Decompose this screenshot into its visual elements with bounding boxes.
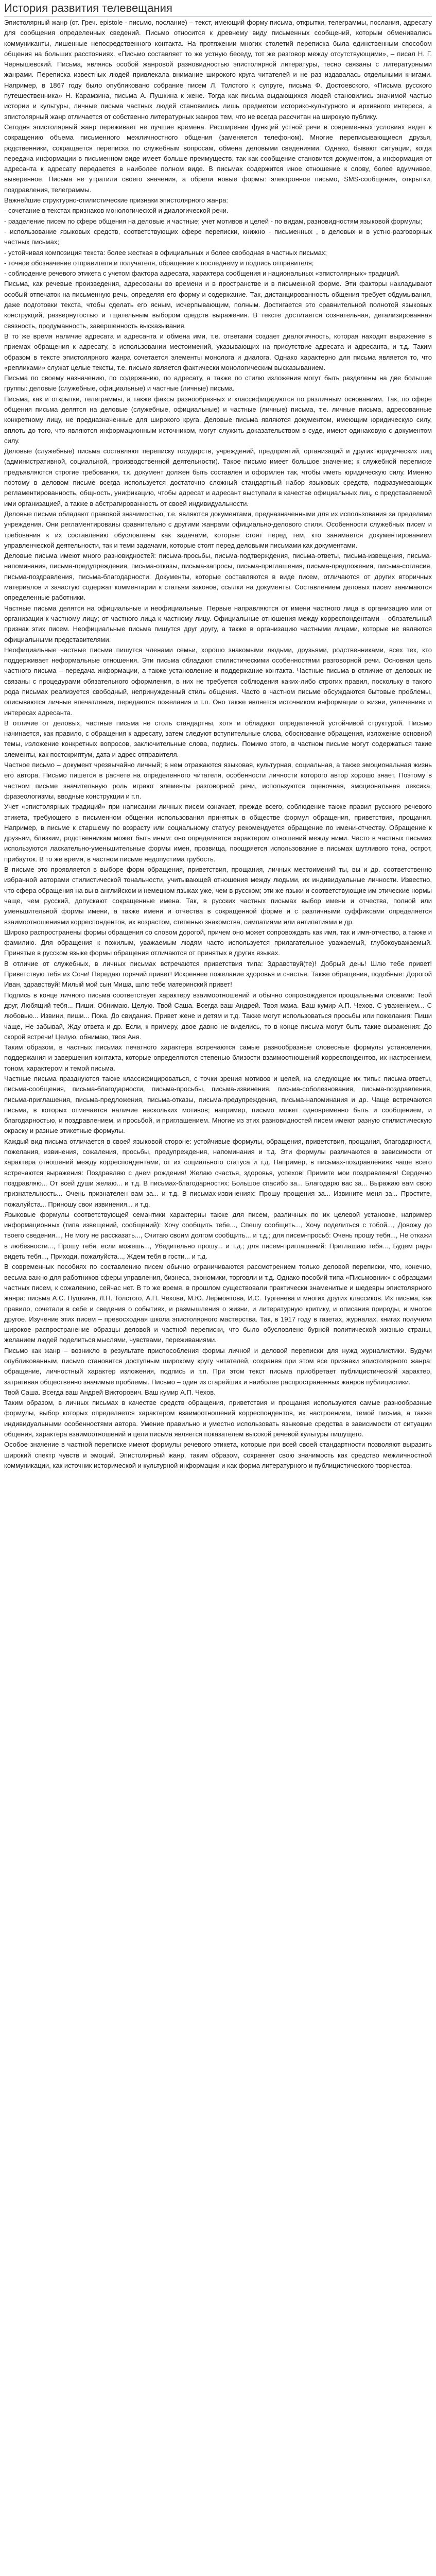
paragraph: Широко распространены формы обращения со словом дорогой, причем оно может сопровождать как имя, так и имя-отчество, а также и фамилию. Для обращения к пожилым, уважаемым людям часто используется прилагательное уважаемый, глубокоуважаемый. Принятые в русском языке формы обращения отличаются от принятых в других языках. [4,928,432,957]
paragraph: Языковые формулы соответствующей семантики характерны также для писем, различных по их целевой установке, например информационных (типа извещений, сообщений): Хочу сообщить тебе..., Спешу сообщить..., Хочу поделиться с тобой..., Довожу до твоего сведения..., Не могу не рассказать..., Считаю своим долгом сообщить... и т.д.; для писем-просьб: Очень прошу тебя..., Не откажи в любезности..., Прошу тебя, если можешь..., Убедительно прошу... и т.д.; для писем-приглашений: Приглашаю тебя..., Будем рады видеть тебя..., Приходи, пожалуйста..., Ждем тебя в гости... и т.д. [4,1210,432,1261]
list-item: - соблюдение речевого этикета с учетом фактора адресата, характера сообщения и национальных «эпистолярных» традиций. [4,269,400,278]
paragraph: В отличие от деловых, частные письма не столь стандартны, хотя и обладают определенной устойчивой структурой. Письмо начинается, как правило, с обращения к адресату, затем следуют вступительные слова, обоснование обращения, изложение основной темы, изложение конкретных вопросов, заключительные слова, подпись. Помимо этого, в частном письме могут содержаться такие элементы, как постскриптум, дата и адрес отправителя. [4,719,432,758]
paragraph: В письме это проявляется в выборе форм обращения, приветствия, прощания, личных местоимений ты, вы и др. соответственно избранной авторами стилистической тональности, учитывающей отношения между людьми, их индивидуальные личности. Известно, что сфера обращения на вы в английском и немецком языках уже, чем в русском; эти же языки и соответствующие им этические нормы чаще, чем русский, допускают сокращенные имена. Так, в русских частных письмах выбор имени и отчества, полной или уменьшительной формы имени, а также имени и отчества в сокращенной форме и с различными суффиксами определяется взаимоотношениями корреспондентов, их возрастом, степенью знакомства, симпатиями или антипатиями и др. [4,866,432,926]
paragraph: Деловые (служебные) письма составляют переписку государств, учреждений, предприятий, организаций и других юридических лиц (административной, социальной, производственной деятельности). Такое письмо имеет большое значение; к служебной переписке предъявляются строгие требования, т.к. документ должен быть составлен и оформлен так, чтобы иметь юридическую силу. Именно поэтому в деловом письме всегда используется достаточно сложный стандартный набор языковых средств, подразумевающих регламентированность, общность, унификацию, чтобы адресат и адресант выступали в качестве официальных лиц, с представляемой ими организацией, а также в абстрагированность от своей индивидуальности. [4,447,432,507]
list-item: - использование языковых средств, соответствующих сфере переписки, книжно - письменных , в деловых и в устно-разговорных частных письмах; [4,227,432,246]
list-item: - сочетание в текстах признаков монологической и диалогической речи. [4,207,229,215]
paragraph: Каждый вид письма отличается в своей языковой стороне: устойчивые формулы, обращения, приветствия, прощания, благодарности, пожелания, извинения, сожаления, просьбы, предупреждения, напоминания и т.д. Эти формулы различаются в зависимости от характера отношений между корреспондентами, от их социального статуса и т.д. Например, в письмах-поздравлениях чаще всего встречаются выражения: Поздравляю с днем рождения! Желаю счастья, здоровья, успехов! Примите мои поздравления! Сердечно поздравляю... От всей души желаю... и т.д. В письмах-благодарностях: Большое спасибо за... Благодарю вас за... Выражаю вам свою признательность... Очень признателен вам за... и т.д. В письмах-извинениях: Прошу прощения за... Извините меня за... Простите, пожалуйста... Приношу свои извинения... и т.д. [4,1137,432,1208]
paragraph: Особое значение в частной переписке имеют формулы речевого этикета, которые при всей своей стандартности позволяют выразить широкий спектр чувств и эмоций. Эпистолярный жанр, таким образом, сохраняет свою значимость как средство межличностной коммуникации, как источник исторической и культурной информации и как форма литературного и публицистического творчества. [4,1440,432,1469]
paragraph: Частное письмо – документ чрезвычайно личный; в нем отражаются языковая, культурная, социальная, а также эмоциональная жизнь его автора. Письмо пишется в расчете на определенного читателя, особенности личности которого автор хорошо знает. Поэтому в частном письме значительную роль играют элементы разговорной речи, используются оценочная, эмоциональная лексика, фразеологизмы, вводные конструкции и т.п. [4,761,432,800]
list-item: - разделение писем по сфере общения на деловые и частные; учет мотивов и целей - по видам, разновидностям языковой формулы; [4,217,423,225]
paragraph: Письмо как жанр – возникло в результате приспособления формы личной и деловой переписки для нужд журналистики. Будучи опубликованным, письмо становится доступным широкому кругу читателей, сохраняя при этом все признаки эпистолярного жанра: обращение, личностный характер изложения, подпись и т.п. При этом текст письма приобретает публицистический характер, затрагивая общественно значимые проблемы. Письмо – один из старейших и наиболее распространенных жанров публицистики. [4,1346,432,1386]
paragraph: Деловые письма имеют много разновидностей: письма-просьбы, письма-подтверждения, письма-ответы, письма-извещения, письма-напоминания, письма-предупреждения, письма-отказы, письма-запросы, письма-приглашения, письма-предложения, письма-согласия, письма-поздравления, письма-благодарности. Документы, которые составляются в виде писем, отличаются от других вторичных материалов и зачастую содержат комментарии к статьям законов, ссылки на документы. Составлением деловых писем занимаются определенные работники. [4,552,432,602]
paragraph: Письма, как и открытки, телеграммы, а также факсы разнообразных и классифицируются по различным основаниям. Так, по сфере общения письма делятся на деловые (служебные, официальные) и частные (личные) письма, т.е. личные письма, адресованные конкретному лицу, не предназначенные для широкого круга. Деловые письма являются документом, имеющим юридическую силу, вплоть до того, что являются информационным источником, могут служить доказательством в суде, имеют одинаковую с документом силу. [4,395,432,445]
paragraph: Таким образом, в частных письмах печатного характера встречаются самые разнообразные словесные формулы установления, поддержания и завершения контакта, которые определяются степенью близости взаимоотношений корреспондентов, их настроением, тоном, характером и темой письма. [4,1043,432,1072]
paragraph: Важнейшие структурно-стилистические признаки эпистолярного жанра: [4,196,229,205]
paragraph: Письма по своему назначению, по содержанию, по адресату, а также по стилю изложения могут быть разделены на две большие группы: деловые (служебные, официальные) и частные (личные) письма. [4,374,432,393]
page-title: История развития телевещания [4,2,172,14]
paragraph: В то же время наличие адресата и адресанта и обмена ими, т.е. ответами создает диалогичность, которая находит выражение в приемах обращения к адресату, в использовании местоимений, указывающих на присутствие адресата и адресанта, и т.д. Таким образом в тексте эпистолярного жанра сочетается элементы монолога и диалога. Однако характерно для письма является то, что «репликами» служат целые тексты, т.е. письмо является фактически монологическим высказыванием. [4,332,432,371]
paragraph: Частные письма празднуются также классифицироваться, с точки зрения мотивов и целей, на следующие их типы: письма-ответы, письма-сообщения, письма-благодарности, письма-просьбы, письма-извинения, письма-соболезнования, письма-поздравления, письма-приглашения, письма-предложения, письма-отказы, письма-предупреждения, письма-напоминания и др. Чаще встречаются письма, в которых отмечается наличие нескольких мотивов; например, письмо может одновременно быть и сообщением, и благодарностью, и поздравлением, и просьбой, и приглашением. Многие из этих разновидностей писем имеют разную стилистическую окраску и разные этикетные формулы. [4,1074,432,1135]
paragraph: Сегодня эпистолярный жанр переживает не лучшие времена. Расширение функций устной речи в современных условиях ведет к сокращению объема письменного межличностного общения (заменяется телефоном). Многие переписывающиеся друзья, родственники, сокращается переписка по служебным вопросам, обмена деловыми сведениями. Однако, бывают ситуации, когда передача информации в письменном виде имеет больше преимуществ, так как сообщение становится документом, а информация от адресанта к адресату передается в наиболее полном виде. В письмах содержится иное отношение к слову, более вдумчивое, выверенное. Письма не утратили своего значения, а обрели новые формы: электронное письмо, SMS-сообщения, открытки, поздравления, телеграммы. [4,123,432,194]
paragraph: Эпистолярный жанр (от. Греч. epistole - письмо, послание) – текст, имеющий форму письма, открытки, телеграммы, послания, адресату для сообщения определенных сведений. Письмо относится к древнему виду письменных сообщений, которым обменивались коммуниканты, лишенные непосредственного контакта. На протяжении многих столетий переписка была единственным способом общения на больших расстояниях. «Письмо составляет то же устную беседу, тот же разговор между отсутствующими», – писал Н. Г. Чернышевский. Письма, являясь особой жанровой разновидностью эпистолярной литературы, тесно связаны с литературными жанрами. Переписка известных людей привлекала внимание широкого круга читателей и не раз издавалась отдельными книгами. Например, в 1867 году было опубликовано собрание писем Л. Толстого к супруге, письма Ф. Достоевского, «Письма русского путешественника» Н. Карамзина, письма А. Пушкина к жене. Тогда как письма выдающихся людей становились значимой частью истории и культуры, личные письма частных людей становились лишь предметом историко-культурного и архивного интереса, а эпистолярный жанр отличается от собственно литературных жанров тем, что не всегда рассчитан на широкую публику. [4,19,432,121]
paragraph: Письма, как речевые произведения, адресованы во времени и в пространстве и в письменной форме. Эти факторы накладывают особый отпечаток на письменную речь, определяя его форму и содержание. Так, дистанцированность общения требует обдумывания, даже подготовки текста, чтобы сделать его ясным, исчерпывающим, полным. Достигается это сравнительной полнотой языковых конструкций, развернутостью и тщательным выбором средств выражения. В тексте достигается сознательная, детализированная связность, продуманность, завершенность высказывания. [4,280,432,330]
paragraph: Учет «эпистолярных традиций» при написании личных писем означает, прежде всего, соблюдение также правил русского речевого этикета, требующего в письменном общении использования принятых в обществе формул обращения, приветствия, прощания. Например, в письме к старшему по возрасту или социальному статусу рекомендуется обращение по имени-отчеству. Обращение к друзьям, близким, родственникам может быть иным: оно определяется характером отношений между ними. Часто в частных письмах используются ласкательно-уменьшительные формы имен, прозвища, поощряется использование в письмах шутливого тона, острот, прибауток. В то же время, в частном письме недопустима грубость. [4,803,432,863]
article-body [0,18,436,1471]
list-item: - устойчивая композиция текста: более жесткая в официальных и более свободная в частных письмах; [4,248,327,257]
paragraph: Подпись в конце личного письма соответствует характеру взаимоотношений и обычно сопровождается прощальными словами: Твой друг, Любящий тебя... Пиши. Обнимаю. Целую. Твой Саша. Всегда ваш Андрей. Твоя мама. Ваш кумир А.П. Чехов. С уважением... С любовью... Извини, пиши... Пока. До свидания. Привет жене и детям и т.д. Также могут использоваться просьбы или пожелания: Пиши чаще, Не забывай, Жду ответа и др. Если, к примеру, двое давно не виделись, то в конце письма могут быть такие выражения: До скорой встречи! Целую, обнимаю, твоя Аня. [4,991,432,1041]
paragraph: Неофициальные частные письма пишутся членами семьи, хорошо знакомыми людьми, друзьями, родственниками, всех тех, кто поддерживает неформальные отношения. Эти письма обладают стилистическими особенностями разговорной речи. Основная цель частного письма – передача информации, а также установление и поддержание контакта. Частные письма в отличие от деловых не связаны с процедурами обязательного оформления, в них не требуется соблюдения каких-либо строгих правил, поскольку в такого рода письмах реализуется свободный, непринужденный стиль общения. Часто в частном письме обсуждаются бытовые проблемы, описываются личные впечатления, передаются пожелания и т.п. Оно также является источником информации о жизни, увлечениях и интересах адресанта. [4,646,432,717]
paragraph: Деловые письма обладают правовой значимостью, т.е. являются документами, предназначенными для их использования за пределами учреждения. Они регламентированы сравнительно с другими жанрами официально-делового стиля. Особенности служебных писем и требования к их составлению обусловлены как задачами, которые стоят перед тем, кто занимается документированием управленческой деятельности, так и теми задачами, которые стоят перед деловыми письмами как документами. [4,510,432,549]
paragraph: В современных пособиях по составлению писем обычно ограничиваются рассмотрением только деловой переписки, что, конечно, весьма важно для работников сферы управления, бизнеса, экономики, торговли и т.д. Однако пособий типа «Письмовник» с образцами частных писем, к сожалению, сейчас нет. В то же время, в прошлом существовали практически знаменитые и шедевры эпистолярного жанра: письма А.С. Пушкина, Л.Н. Толстого, А.П. Чехова, М.Ю. Лермонтова, И.С. Тургенева и многих других классиков. Их письма, как правило, сочетали в себе и сведения о событиях, и размышления о жизни, и литературную критику, и описания природы, и многое другое. Изучение этих писем – превосходная школа эпистолярного мастерства. Так, в 1917 году в газетах, журналах, книгах получили широкое распространение образцы деловой и частной переписки, что было обусловлено бурной политической жизнью страны, желанием людей поделиться мыслями, чувствами, переживаниями. [4,1263,432,1344]
paragraph: В отличие от служебных, в личных письмах встречаются приветствия типа: Здравствуй(те)! Добрый день! Шлю тебе привет! Приветствую тебя из Сочи! Передаю горячий привет! Искреннее пожелание здоровья и счастья. Также обращения, подобные: Дорогой Иван, здравствуй! Милый мой сын Миша, шлю тебе материнский привет! [4,959,432,989]
signature-line: Твой Саша. Всегда ваш Андрей Викторович. Ваш кумир А.П. Чехов. [4,1388,216,1396]
list-item: - точное обозначение отправителя и получателя, обращение к последнему и подпись отправителя; [4,259,314,267]
paragraph: Частные письма делятся на официальные и неофициальные. Первые направляются от имени частного лица в организацию или от организации к частному лицу; от частного лица к частному лицу. Официальные отношения между корреспондентами – обязательный признак этих писем. Неофициальные письма пишутся друг другу, а также в организацию частными лицами, которые не являются официальными представителями. [4,604,432,643]
paragraph: Таким образом, в личных письмах в качестве средств обращения, приветствия и прощания используются самые разнообразные формулы, выбор которых определяется характером взаимоотношений корреспондентов, их настроением, темой письма, а также индивидуальными особенностями автора. Умение правильно и уместно использовать языковые средства в зависимости от ситуации общения, характера взаимоотношений и цели письма является показателем высокой речевой культуры пишущего. [4,1399,432,1438]
